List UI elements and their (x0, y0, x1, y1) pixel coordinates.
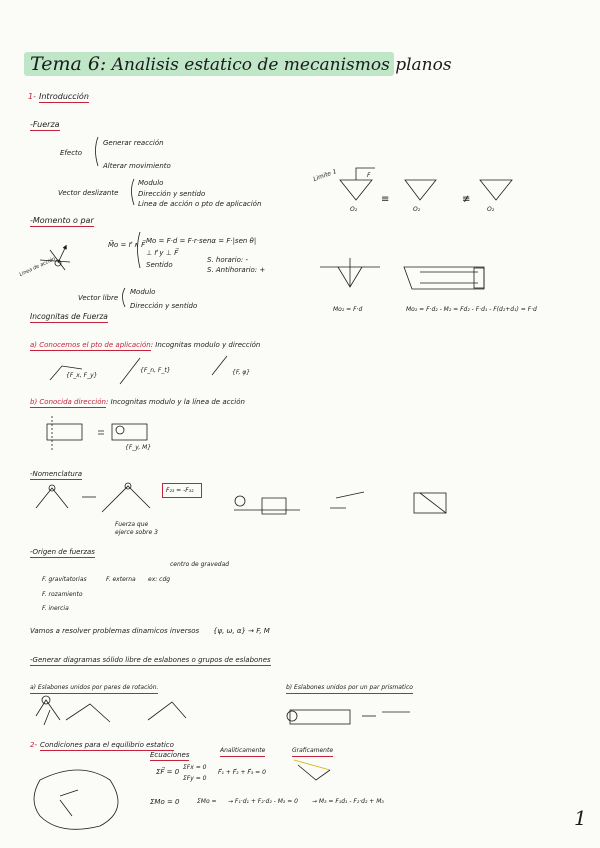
incognitas-heading: Incognitas de Fuerza (30, 312, 108, 321)
equiv-sign: ≡ (381, 194, 390, 205)
f-gravitatorias: F. gravitatorias (42, 576, 87, 583)
eq-moments: → F₁·d₁ + F₂·d₂ - M₃ = 0 (228, 798, 298, 805)
linea-accion-label: Linea de acción (18, 256, 57, 278)
fuerza-direccion: Dirección y sentido (138, 190, 206, 198)
f-rozamiento: F. rozamiento (42, 591, 83, 598)
momento-perp: ⊥ r⃗ y ⊥ F⃗ (146, 249, 179, 257)
momento-heading: -Momento o par (30, 216, 94, 225)
graficamente-label: Graficamente (292, 747, 333, 757)
fuerza-modulo: Modulo (138, 179, 164, 187)
f-inercia: F. inercia (42, 605, 69, 612)
generar-heading: -Generar diagramas sólido libre de eslabones o grupos de eslabones (30, 656, 271, 664)
page-number: 1 (574, 806, 587, 830)
section-1-title: Introducción (39, 92, 89, 101)
not-equiv-sign: ≢ (462, 194, 471, 205)
origen-heading: -Origen de fuerzas (30, 548, 95, 556)
diagram-o2-2: O₂ (413, 206, 421, 213)
momento-eq1: M⃗o = r⃗ ∧ F⃗ (108, 241, 146, 249)
fuerza-linea: Linea de acción o pto de aplicación (138, 200, 262, 208)
momento-sketch (40, 246, 70, 270)
section-2-number: 2- (30, 741, 37, 749)
incognitas-a-sketches (50, 356, 227, 384)
incognitas-b-sketch (47, 416, 147, 450)
eq-forces: F⃗₁ + F⃗₂ + F⃗₃ = 0 (218, 769, 266, 776)
sentido-horario: S. horario: - (207, 256, 248, 264)
sum-m: ΣMo = 0 (150, 798, 180, 806)
uniones-b: b) Eslabones unidos por un par prismatico (286, 684, 413, 694)
case-a: a) Conocemos el pto de aplicación: Incognitas modulo y dirección (30, 341, 261, 349)
equilibrio-sketch (34, 760, 330, 829)
momento-modulo: Modulo (130, 288, 156, 296)
bracket-momento (138, 232, 141, 268)
vector-deslizante: Vector deslizante (58, 189, 119, 197)
alterar-movimiento: Alterar movimiento (103, 162, 171, 170)
bracket-vector (132, 179, 135, 205)
centro-gravedad: centro de gravedad (170, 561, 230, 568)
diagram-force-1: F (367, 172, 371, 179)
sum-fy: ΣFy = 0 (183, 775, 207, 782)
ecuaciones-label: Ecuaciones (150, 751, 190, 759)
section-2-title: Condiciones para el equilibrio estatico (40, 741, 174, 749)
limit-label: Limite 1 (312, 168, 338, 183)
case-b-val: {F_y, M} (125, 444, 152, 451)
page-title: Tema 6: Analisis estatico de mecanismos planos (30, 53, 452, 75)
diagram-o2-3: O₂ (487, 206, 495, 213)
mo2-a: Mo₂ = F·d (333, 306, 363, 313)
nomenclatura-sketches (36, 483, 446, 514)
f-externa: F. externa (106, 576, 136, 583)
sum-mo: ΣMo = (197, 798, 217, 805)
analiticamente-label: Analiticamente (220, 747, 265, 757)
momento-direccion: Dirección y sentido (130, 302, 198, 310)
sum-f: ΣF⃗ = 0 (156, 768, 180, 776)
efecto-label: Efecto (60, 149, 83, 157)
case-a-val-1: {F_x, F_y} (66, 372, 98, 379)
ex-cdg: ex: cdg (148, 576, 171, 583)
nomenclatura-box-text: F₂₃ = -F₃₂ (166, 487, 194, 494)
case-a-val-3: {F, φ} (232, 369, 251, 376)
vector-libre: Vector libre (78, 294, 119, 302)
uniones-sketches (36, 696, 410, 725)
fuerza-heading: -Fuerza (30, 120, 60, 129)
vamos-eq: {ψ, ω, α} → F, M (213, 627, 270, 635)
case-a-val-2: {F_n, F_t} (140, 367, 171, 374)
eq-moments-2: → M₃ = F₁d₁ - F₂·d₂ + M₃ (312, 798, 384, 805)
section-1-number: 1- (28, 92, 36, 101)
vamos-text: Vamos a resolver problemas dinamicos inversos (30, 627, 200, 635)
uniones-a: a) Eslabones unidos por pares de rotación. (30, 684, 158, 694)
momento-eq2: Mo = F·d = F·r·senα = F·|sen θ| (146, 237, 257, 245)
case-b: b) Conocida dirección: Incognitas modulo y la línea de acción (30, 398, 245, 406)
fuerza-ejerce-note: Fuerza que ejerce sobre 3 (115, 521, 158, 536)
support-diagrams (320, 168, 512, 289)
sentido-antihorario: S. Antihorario: + (207, 266, 266, 274)
bracket-libre (123, 288, 126, 307)
mo2-b: Mo₂ = F·d₂ - M₂ = Fd₂ - F·d₁ - F(d₂+d₁) = F·d (406, 306, 537, 313)
nomenclatura-heading: -Nomenclatura (30, 470, 83, 478)
bracket-efecto (96, 137, 99, 166)
momento-sentido: Sentido (146, 261, 173, 269)
diagram-o2-1: O₂ (350, 206, 358, 213)
sum-fx: ΣFx = 0 (183, 764, 207, 771)
generar-reaccion: Generar reacción (103, 139, 164, 147)
